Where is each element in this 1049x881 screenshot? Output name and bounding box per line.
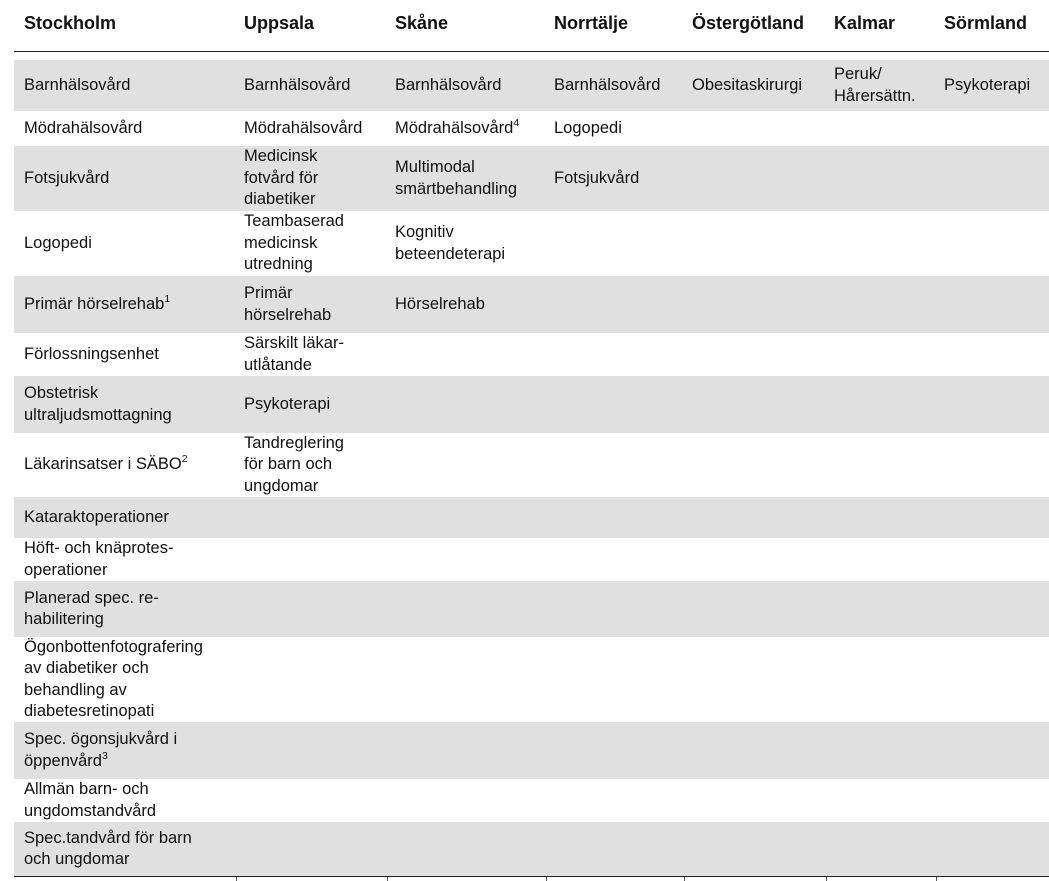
cell-text-line: Höft- och knäprotes-	[24, 539, 174, 557]
table-cell	[944, 60, 1030, 111]
column-header-uppsala: Uppsala	[244, 13, 315, 33]
cell-text-line: Allmän barn- och	[24, 780, 149, 798]
table-cell	[692, 60, 802, 111]
column-tick	[546, 877, 547, 881]
cell-text-line: habilitering	[24, 610, 104, 628]
table-cell	[244, 333, 344, 376]
table-cell	[834, 60, 916, 111]
cell-text-line: Multimodal	[395, 158, 475, 176]
table-row	[14, 111, 1049, 146]
cell-text-line: Peruk/	[834, 65, 882, 83]
cell-text-line: Mödrahälsovård	[244, 118, 363, 137]
cell-text-line: Mödrahälsovård	[24, 118, 143, 137]
cell-text-line: hörselrehab	[244, 305, 332, 324]
table-row	[14, 822, 1049, 876]
table-cell	[24, 146, 109, 211]
table-cell	[244, 60, 350, 111]
table-row	[14, 497, 1049, 538]
footnote-marker: 2	[181, 453, 188, 466]
table-cell	[24, 433, 188, 497]
table-row	[14, 376, 1049, 433]
cell-text-line: Barnhälsovård	[244, 75, 351, 94]
footnote-marker: 3	[101, 749, 108, 762]
table-cell	[24, 779, 156, 822]
column-header-stockholm: Stockholm	[24, 13, 117, 33]
table-cell	[244, 376, 330, 433]
cell-text-line: öppenvård$^3$	[24, 749, 108, 770]
cell-text-line: Teambaserad	[244, 212, 344, 231]
footnote-marker: 1	[164, 292, 171, 305]
table-row	[14, 538, 1049, 581]
table-cell	[395, 276, 485, 333]
table-cell	[244, 211, 344, 276]
cell-text-line: Obesitaskirurgi	[692, 75, 803, 94]
table-cell	[24, 722, 177, 779]
column-header-norrtalje: Norrtälje	[554, 13, 629, 33]
cell-text-line: Kataraktoperationer	[24, 507, 169, 526]
cell-text-line: Logopedi	[24, 233, 92, 252]
table-cell	[244, 433, 344, 497]
table-cell	[395, 211, 505, 276]
table-cell	[24, 111, 142, 146]
cell-text-line: Obstetrisk	[24, 384, 99, 402]
cell-text-line: och ungdomar	[24, 850, 130, 868]
table-row	[14, 637, 1049, 722]
cell-text-line: utlåtande	[244, 355, 312, 374]
table-cell	[24, 538, 173, 581]
cell-text-line: Mödrahälsovård$^4$	[395, 116, 520, 137]
table-row	[14, 333, 1049, 376]
cell-text-line: diabetesretinopati	[24, 702, 155, 720]
table-row	[14, 581, 1049, 637]
table-cell	[554, 111, 622, 146]
cell-text-line: av diabetiker och	[24, 659, 149, 677]
column-tick	[826, 877, 827, 881]
cell-text-line: Barnhälsovård	[554, 75, 661, 94]
cell-text-line: Psykoterapi	[944, 75, 1031, 94]
table-cell	[244, 276, 331, 333]
cell-text-line: operationer	[24, 560, 108, 579]
table-cell	[24, 822, 192, 876]
table-cell	[554, 146, 639, 211]
table-row	[14, 60, 1049, 111]
table-row	[14, 779, 1049, 822]
column-header-sormland: Sörmland	[944, 13, 1028, 33]
cell-text-line: ungdomstandvård	[24, 801, 157, 820]
table-row	[14, 276, 1049, 333]
cell-text-line: Förlossningsenhet	[24, 344, 159, 363]
table-cell	[24, 581, 159, 637]
table-cell	[395, 146, 517, 211]
table-cell	[24, 333, 159, 376]
table-cell	[24, 637, 203, 722]
column-tick	[387, 877, 388, 881]
cell-text-line: för barn och	[244, 455, 333, 474]
cell-text-line: Psykoterapi	[244, 394, 331, 413]
table-bottom-rule	[14, 876, 1049, 877]
cell-text-line: Fotsjukvård	[554, 168, 640, 187]
footnote-marker: 4	[513, 116, 520, 129]
column-tick	[684, 877, 685, 881]
table-cell	[24, 376, 172, 433]
table-header-row	[14, 0, 1049, 52]
cell-text-line: utredning	[244, 255, 313, 274]
table-cell	[395, 60, 501, 111]
cell-text-line: Barnhälsovård	[395, 75, 502, 94]
column-header-skane: Skåne	[395, 13, 449, 33]
region-services-table	[14, 0, 1049, 880]
cell-text-line: beteendeterapi	[395, 244, 506, 263]
cell-text-line: Hörselrehab	[395, 294, 485, 313]
cell-text-line: fotvård för	[244, 168, 319, 187]
cell-text-line: ungdomar	[244, 476, 319, 495]
cell-text-line: Fotsjukvård	[24, 168, 110, 187]
cell-text-line: ultraljudsmottagning	[24, 405, 172, 424]
table-cell	[244, 111, 362, 146]
cell-text-line: Spec. ögonsjukvård i	[24, 730, 178, 748]
table-cell	[244, 146, 318, 211]
column-tick	[236, 877, 237, 881]
cell-text-line: Kognitiv	[395, 223, 454, 241]
cell-text-line: Särskilt läkar-	[244, 334, 344, 352]
cell-text-line: Medicinsk	[244, 147, 318, 166]
table-cell	[24, 60, 130, 111]
table-cell	[24, 276, 170, 333]
column-header-ostergotland: Östergötland	[692, 13, 805, 33]
table-row	[14, 146, 1049, 211]
table-cell	[395, 111, 519, 146]
cell-text-line: behandling av	[24, 680, 127, 699]
cell-text-line: Spec.tandvård för barn	[24, 828, 192, 847]
column-tick	[936, 877, 937, 881]
cell-text-line: smärtbehandling	[395, 179, 517, 198]
cell-text-line: diabetiker	[244, 190, 316, 209]
cell-text-line: Läkarinsatser i SÄBO$^2$	[24, 453, 188, 474]
table-row	[14, 211, 1049, 276]
table-cell	[24, 211, 92, 276]
cell-text-line: Ögonbottenfotografering	[24, 637, 203, 656]
cell-text-line: Barnhälsovård	[24, 75, 131, 94]
column-header-kalmar: Kalmar	[834, 13, 896, 33]
cell-text-line: Primär hörselrehab$^1$	[24, 292, 171, 313]
cell-text-line: Planerad spec. re-	[24, 588, 159, 607]
table-cell	[24, 497, 169, 538]
cell-text-line: Hårersättn.	[834, 86, 916, 105]
cell-text-line: Tandreglering	[244, 433, 344, 452]
table-row	[14, 722, 1049, 779]
cell-text-line: Logopedi	[554, 118, 622, 137]
table-row	[14, 433, 1049, 497]
cell-text-line: Primär	[244, 284, 293, 302]
cell-text-line: medicinsk	[244, 233, 318, 252]
table-cell	[554, 60, 660, 111]
